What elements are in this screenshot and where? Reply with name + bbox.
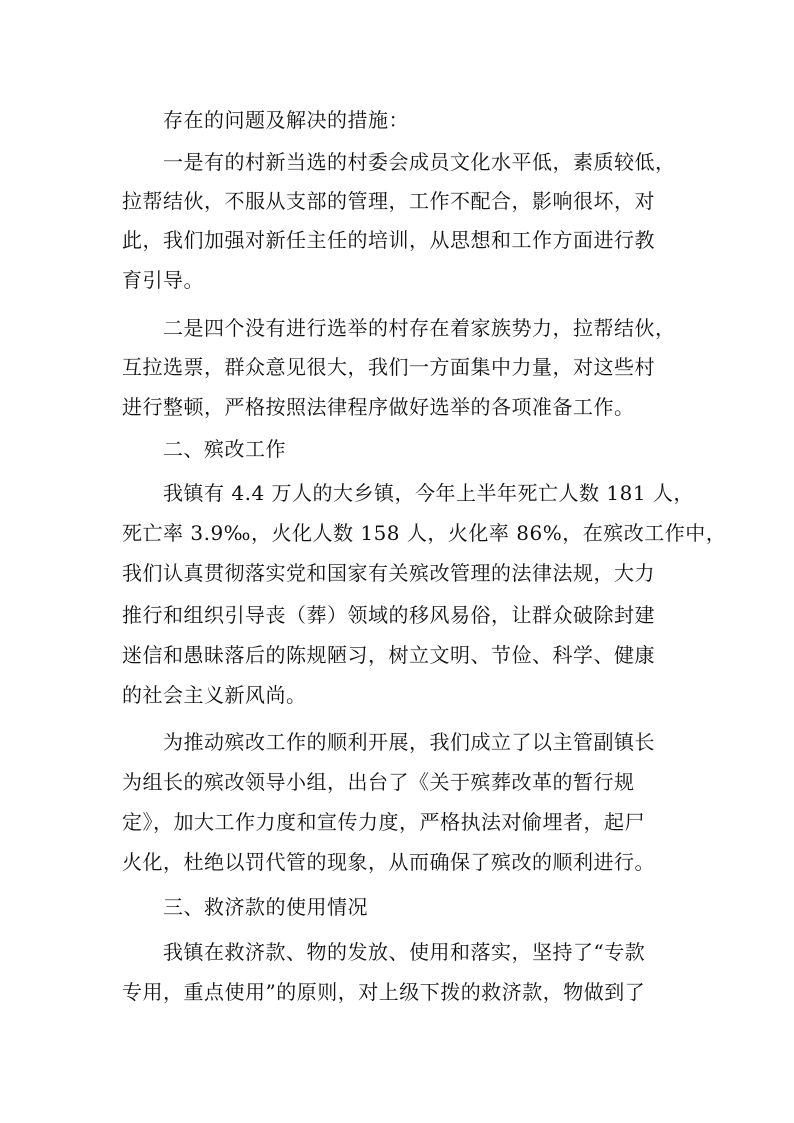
text-line: 为组长的殡改领导小组，出台了《关于殡葬改革的暂行规 — [122, 770, 635, 794]
text-line: 迷信和愚昧落后的陈规陋习，树立文明、节俭、科学、健康 — [122, 643, 655, 667]
text-line: 专用，重点使用”的原则，对上级下拨的救济款，物做到了 — [122, 980, 646, 1004]
text-line: 的社会主义新风尚。 — [122, 683, 307, 707]
text-line: 一是有的村新当选的村委会成员文化水平低，素质较低， — [163, 150, 676, 174]
text-line: 我镇有 4.4 万人的大乡镇，今年上半年死亡人数 181 人， — [163, 481, 694, 505]
text-line: 我镇在救济款、物的发放、使用和落实，坚持了“专款 — [163, 940, 646, 964]
text-line: 火化，杜绝以罚代管的现象，从而确保了殡改的顺利进行。 — [122, 850, 655, 874]
section-heading: 三、救济款的使用情况 — [163, 895, 368, 919]
text-line: 存在的问题及解决的措施： — [163, 108, 409, 132]
text-line: 互拉选票，群众意见很大，我们一方面集中力量，对这些村 — [122, 355, 655, 379]
text-line: 推行和组织引导丧（葬）领域的移风易俗，让群众破除封建 — [122, 603, 655, 627]
text-line: 育引导。 — [122, 268, 204, 292]
text-line: 为推动殡改工作的顺利开展，我们成立了以主管副镇长 — [163, 730, 655, 754]
text-line: 二是四个没有进行选举的村存在着家族势力，拉帮结伙， — [163, 316, 676, 340]
text-line: 拉帮结伙，不服从支部的管理，工作不配合，影响很坏，对 — [122, 189, 655, 213]
text-line: 我们认真贯彻落实党和国家有关殡改管理的法律法规，大力 — [122, 561, 655, 585]
section-heading: 二、殡改工作 — [163, 437, 286, 461]
text-line: 死亡率 3.9‰，火化人数 158 人，火化率 86%，在殡改工作中， — [122, 521, 727, 545]
text-line: 此，我们加强对新任主任的培训，从思想和工作方面进行教 — [122, 228, 655, 252]
text-line: 进行整顿，严格按照法律程序做好选举的各项准备工作。 — [122, 395, 635, 419]
text-line: 定》，加大工作力度和宣传力度，严格执法对偷埋者，起尸 — [122, 810, 645, 834]
